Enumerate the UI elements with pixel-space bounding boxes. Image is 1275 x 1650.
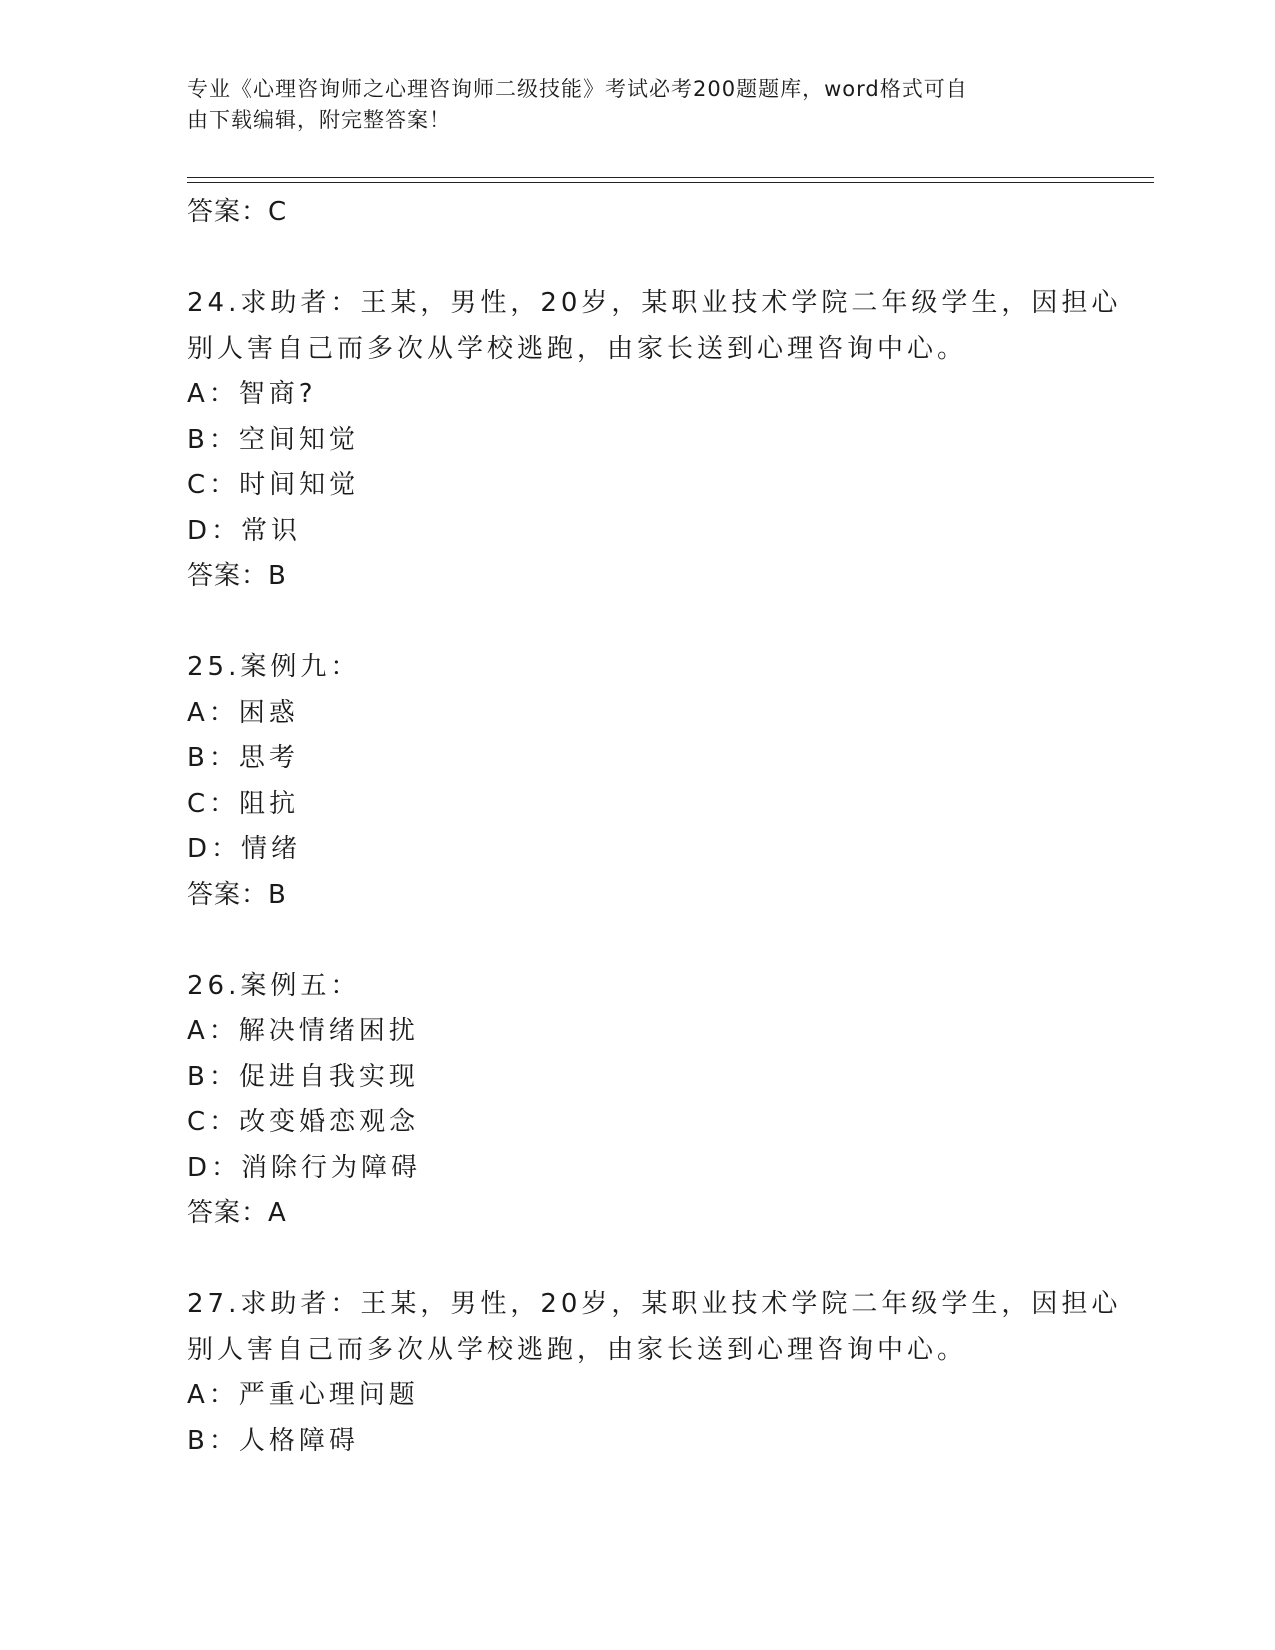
spacer <box>187 236 1087 282</box>
option-d: D：常识 <box>187 515 302 546</box>
option-c: C：时间知觉 <box>187 470 360 500</box>
answer-line: 答案：C <box>187 197 288 227</box>
option-b: B：思考 <box>187 743 299 773</box>
question-24 <box>187 281 1122 600</box>
option-b: B：空间知觉 <box>187 424 359 455</box>
spacer <box>187 600 1087 646</box>
header-line-2: 由下载编辑，附完整答案！ <box>187 108 451 132</box>
option-a: A：困惑 <box>187 697 299 728</box>
question-25 <box>187 645 1087 918</box>
question-stem: 别人害自己而多次从学校逃跑，由家长送到心理咨询中心。 <box>187 333 968 364</box>
question-stem: 26.案例五： <box>187 970 361 1001</box>
option-a: A：智商? <box>187 379 317 409</box>
option-c: C：改变婚恋观念 <box>187 1107 420 1137</box>
answer-line: 答案：B <box>187 561 287 591</box>
question-27 <box>187 1282 1122 1464</box>
option-d: D：消除行为障碍 <box>187 1152 422 1183</box>
header-rule-bottom <box>187 182 1154 183</box>
answer-line: 答案：A <box>187 1198 287 1228</box>
question-stem: 27.求助者：王某，男性，20岁，某职业技术学院二年级学生，因担心 <box>187 1289 1122 1319</box>
question-stem: 别人害自己而多次从学校逃跑，由家长送到心理咨询中心。 <box>187 1334 968 1365</box>
question-stem: 25.案例九： <box>187 652 361 682</box>
header-rule-top <box>187 177 1154 178</box>
question-stem: 24.求助者：王某，男性，20岁，某职业技术学院二年级学生，因担心 <box>187 288 1122 318</box>
option-a: A：严重心理问题 <box>187 1380 419 1410</box>
spacer <box>187 1237 1087 1283</box>
header-line-1: 专业《心理咨询师之心理咨询师二级技能》考试必考200题题库，word格式可自 <box>187 77 968 101</box>
page-header <box>187 74 1067 136</box>
answer-line: 答案：B <box>187 879 287 910</box>
option-d: D：情绪 <box>187 834 302 864</box>
option-b: B：人格障碍 <box>187 1425 359 1456</box>
option-c: C：阻抗 <box>187 788 300 819</box>
option-a: A：解决情绪困扰 <box>187 1016 419 1046</box>
document-body <box>187 190 1122 1464</box>
question-26 <box>187 964 1087 1237</box>
spacer <box>187 918 1087 964</box>
option-b: B：促进自我实现 <box>187 1061 419 1092</box>
